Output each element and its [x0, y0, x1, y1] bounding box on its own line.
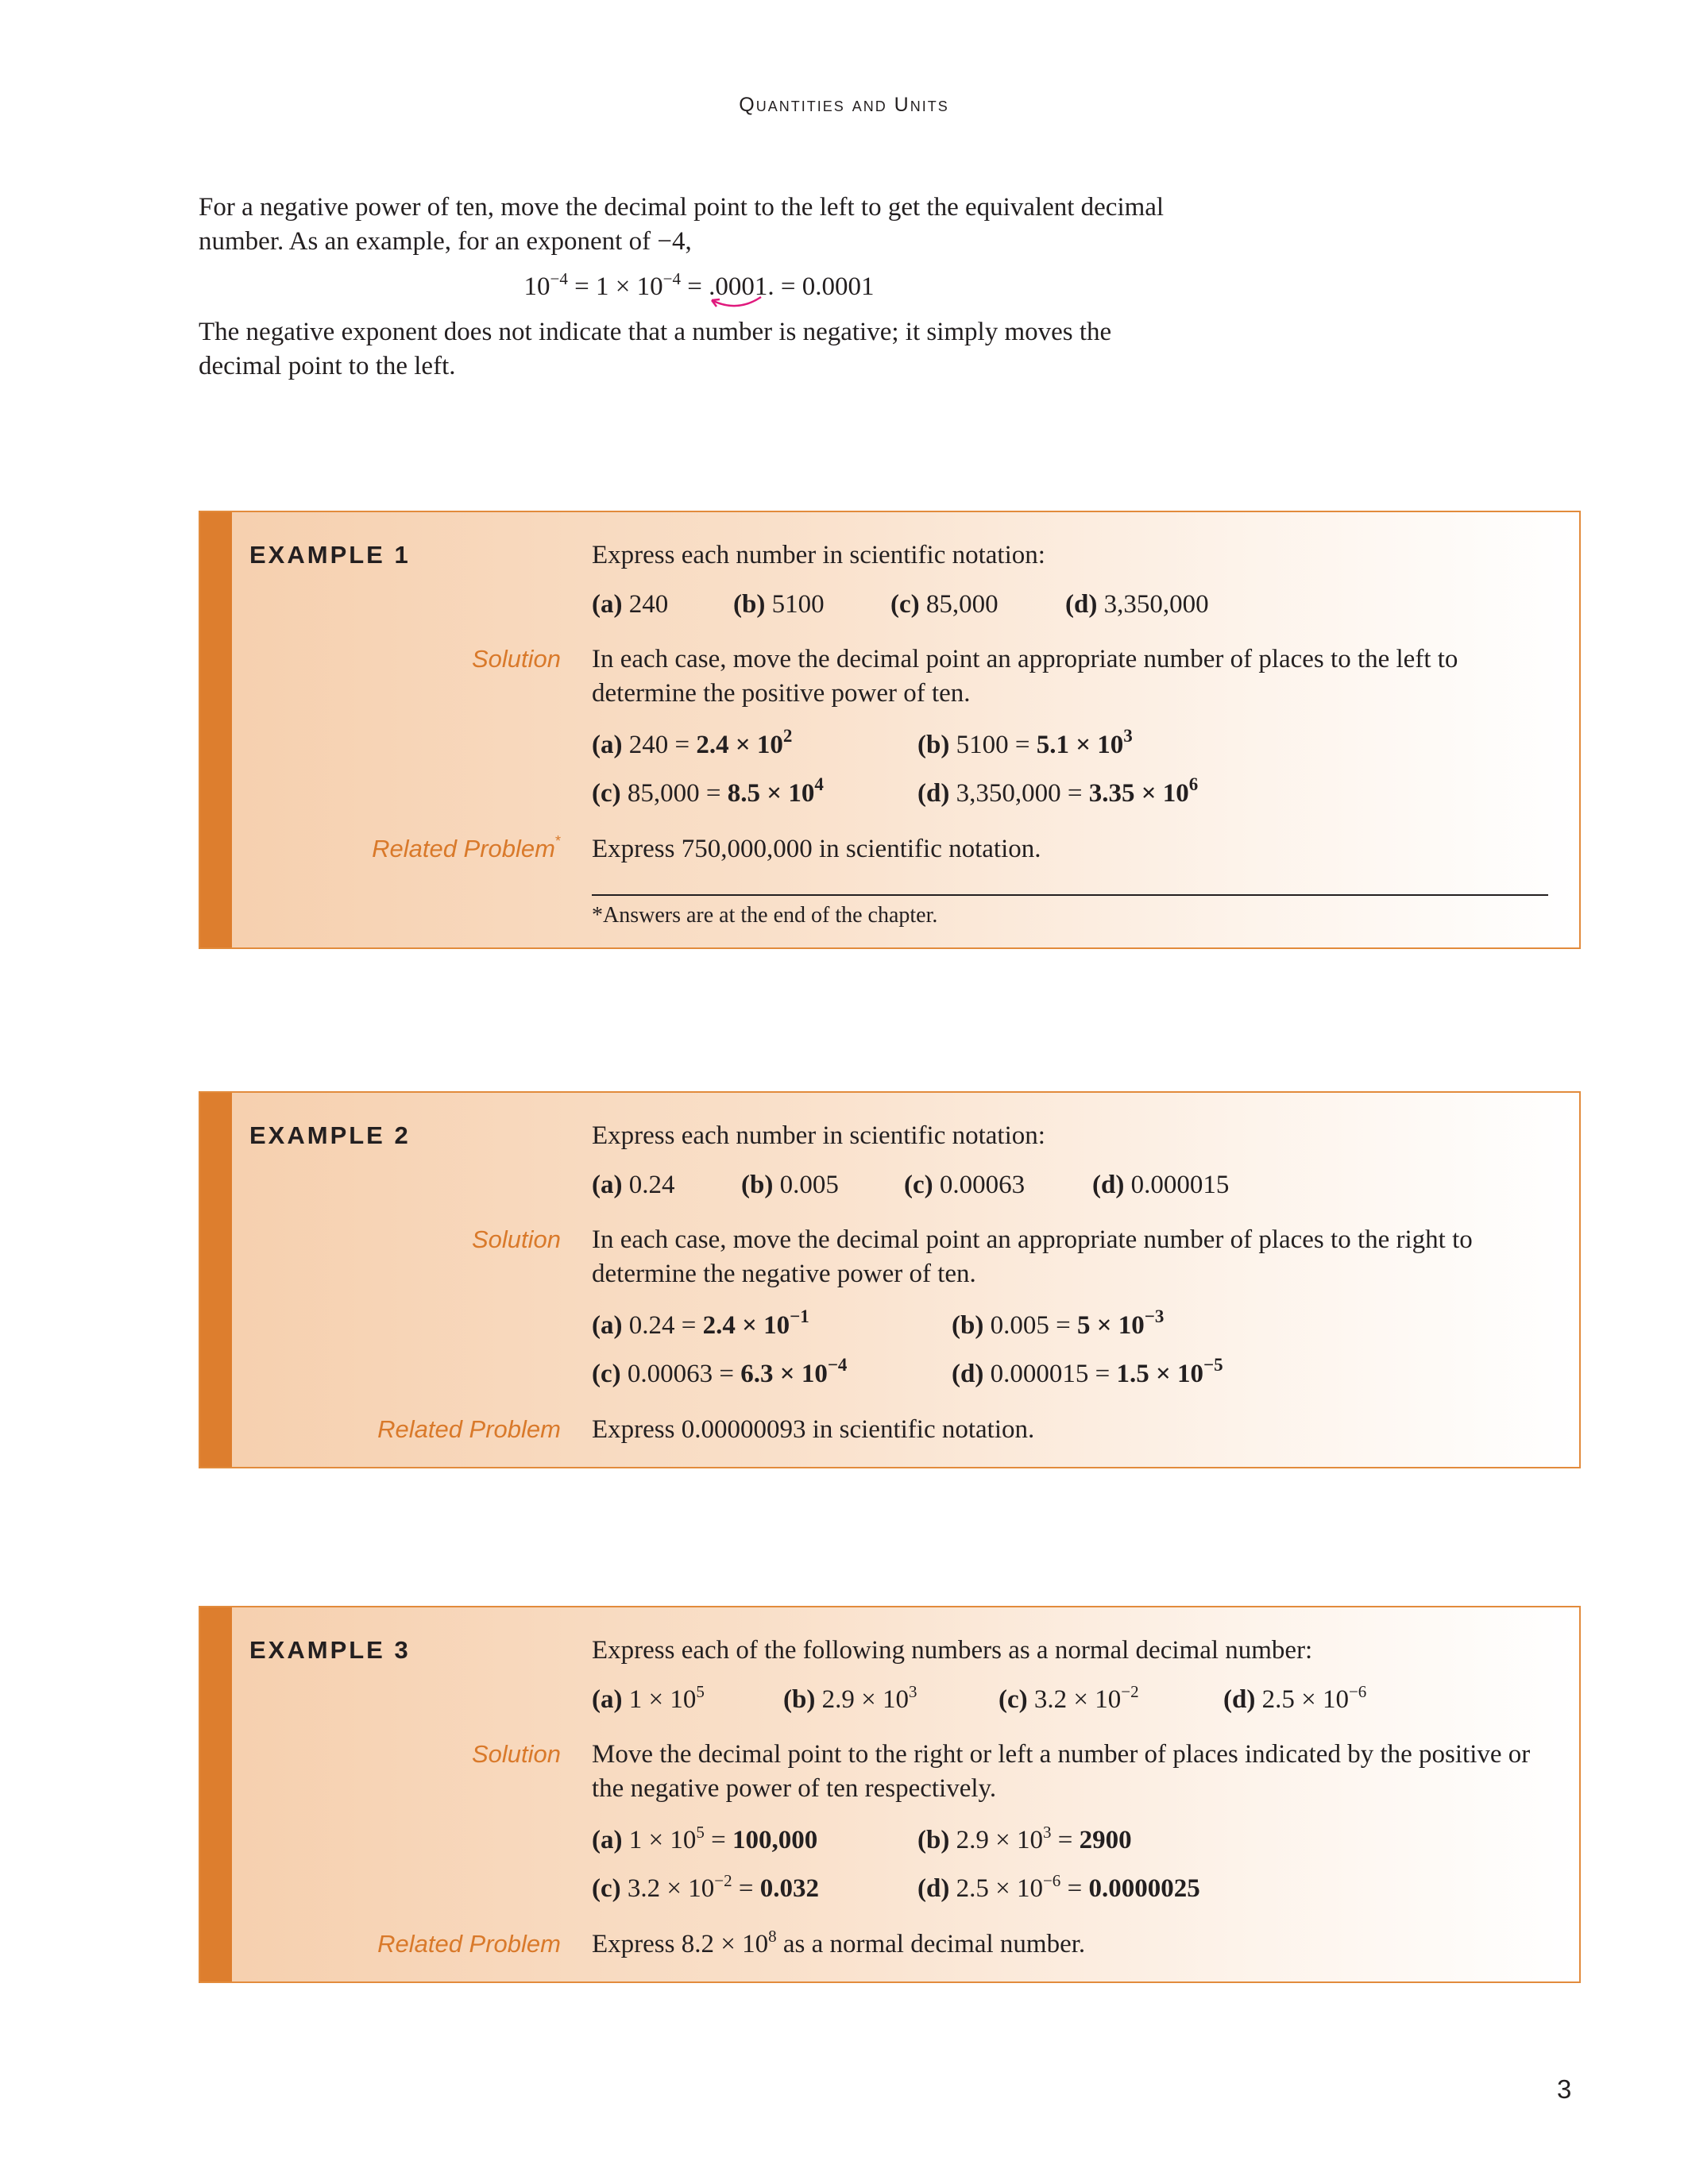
- problem-parts: (a) 0.24 (b) 0.005 (c) 0.00063 (d) 0.000015: [592, 1171, 1230, 1199]
- solution-text: In each case, move the decimal point an appropriate number of places to the left to determine the positive power of ten.: [592, 645, 1458, 708]
- answer-row-2: (c) $3.2 \times 10^{-2} = 0.032$ (d) $2.5 \times 10^{-6} = 0.0000025$: [592, 1871, 1200, 1903]
- intro-paragraph-1: For a negative power of ten, move the decimal point to the left to get the equivalent decimal number. As an example, for an exponent of −4,: [199, 193, 1165, 256]
- intro-text: [199, 191, 1199, 384]
- solution-label: Solution: [471, 645, 561, 673]
- example-equation: $10^{-4} = 1 \times 10^{-4} = .0001$. = 0.0001: [199, 270, 1199, 304]
- decimal-shift-arrow-icon: [705, 292, 769, 311]
- example-label: EXAMPLE 3: [249, 1636, 411, 1664]
- moved-decimal: .0001.: [709, 270, 774, 304]
- example-problem: Express each of the following numbers as a normal decimal number:: [592, 1636, 1313, 1665]
- related-problem-label: Related Problem: [377, 1930, 561, 1958]
- example-accent-bar: [200, 1607, 232, 1981]
- example-label: EXAMPLE 2: [249, 1121, 411, 1149]
- related-problem-text: Express $8.2 \times 10^8$ as a normal decimal number.: [592, 1927, 1086, 1958]
- example-1-box: [199, 511, 1581, 949]
- solution-text: Move the decimal point to the right or left a number of places indicated by the positive or the negative power of ten respectively.: [592, 1740, 1531, 1803]
- answer-row-2: (c) $0.00063 = 6.3 \times 10^{-4}$ (d) $0.000015 = 1.5 \times 10^{-5}$: [592, 1355, 1223, 1388]
- related-problem-text: Express 750,000,000 in scientific notation.: [592, 835, 1041, 863]
- footnote-divider: [592, 894, 1548, 896]
- solution-label: Solution: [471, 1225, 561, 1253]
- running-header: Quantities and Units: [739, 94, 949, 116]
- problem-parts: (a) $1 \times 10^5$ (b) $2.9 \times 10^3$ (c) $3.2 \times 10^{-2}$ (d) $2.5 \times 10^{-6}$: [592, 1682, 1367, 1714]
- example-label: EXAMPLE 1: [249, 541, 411, 569]
- solution-text: In each case, move the decimal point an appropriate number of places to the right to determine the negative power of ten.: [592, 1225, 1473, 1288]
- answer-row-2: (c) $85,000 = 8.5 \times 10^4$ (d) $3,350,000 = 3.35 \times 10^6$: [592, 774, 1199, 808]
- page-number: 3: [1557, 2074, 1572, 2104]
- example-accent-bar: [200, 512, 232, 947]
- example-problem: Express each number in scientific notation:: [592, 1121, 1045, 1150]
- example-problem: Express each number in scientific notation:: [592, 541, 1045, 569]
- answer-row-1: (a) $1 \times 10^5 = 100,000$ (b) $2.9 \times 10^3 = 2900$: [592, 1823, 1132, 1854]
- solution-label: Solution: [471, 1740, 561, 1768]
- example-3-box: [199, 1606, 1581, 1983]
- related-problem-label: Related Problem*: [372, 833, 561, 862]
- problem-parts: (a) 240 (b) 5100 (c) 85,000 (d) 3,350,000: [592, 590, 1209, 619]
- footnote: *Answers are at the end of the chapter.: [592, 903, 938, 928]
- answer-row-1: (a) $0.24 = 2.4 \times 10^{-1}$ (b) $0.005 = 5 \times 10^{-3}$: [592, 1306, 1165, 1340]
- answer-row-1: (a) $240 = 2.4 \times 10^2$ (b) $5100 = 5.1 \times 10^3$: [592, 726, 1133, 759]
- example-2-box: [199, 1091, 1581, 1468]
- related-problem-label: Related Problem: [377, 1415, 561, 1443]
- example-accent-bar: [200, 1093, 232, 1467]
- related-problem-text: Express 0.00000093 in scientific notation.: [592, 1415, 1035, 1444]
- intro-paragraph-2: The negative exponent does not indicate that a number is negative; it simply moves the decimal point to the left.: [199, 318, 1112, 380]
